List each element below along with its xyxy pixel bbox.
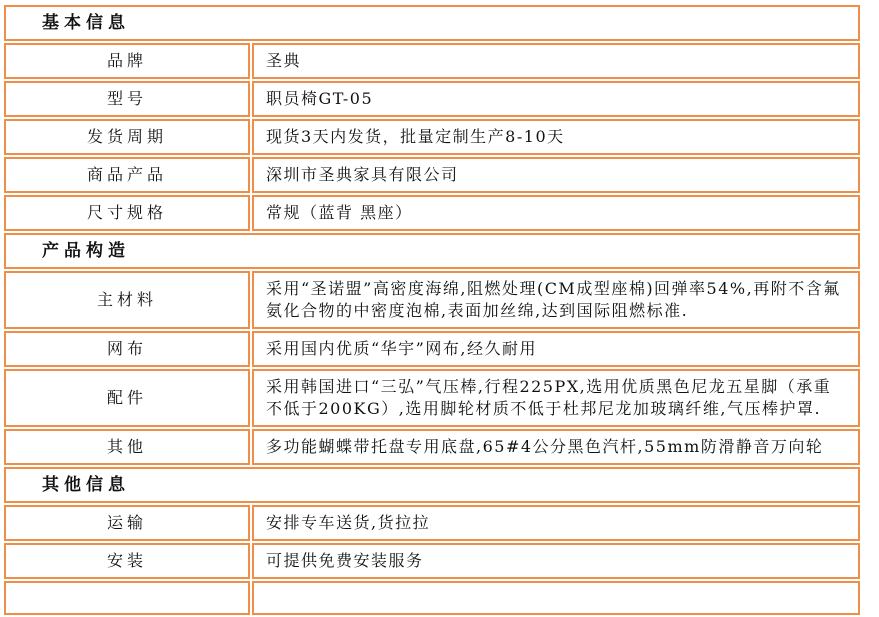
row-label: 主材料 bbox=[4, 271, 250, 329]
row-label: 其他 bbox=[4, 429, 250, 465]
section-header-row bbox=[4, 233, 860, 269]
row-value: 职员椅GT-05 bbox=[252, 81, 860, 117]
row-label: 型号 bbox=[4, 81, 250, 117]
table-row bbox=[4, 157, 860, 193]
row-value: 现货3天内发货，批量定制生产8-10天 bbox=[252, 119, 860, 155]
row-value: 采用“圣诺盟”高密度海绵,阻燃处理(CM成型座棉)回弹率54%,再附不含氟氨化合物的中密度泡棉,表面加丝绵,达到国际阻燃标准. bbox=[252, 271, 860, 329]
partial-cutoff-row bbox=[4, 581, 860, 615]
section-title: 其他信息 bbox=[4, 467, 860, 503]
row-label: 配件 bbox=[4, 369, 250, 427]
section-header-row bbox=[4, 5, 860, 41]
row-value: 可提供免费安装服务 bbox=[252, 543, 860, 579]
table-row bbox=[4, 271, 860, 329]
section-header-row bbox=[4, 467, 860, 503]
table-row bbox=[4, 119, 860, 155]
empty-cell bbox=[4, 581, 250, 615]
table-row bbox=[4, 369, 860, 427]
row-label: 发货周期 bbox=[4, 119, 250, 155]
row-value: 安排专车送货,货拉拉 bbox=[252, 505, 860, 541]
table-row bbox=[4, 331, 860, 367]
spec-table-body bbox=[4, 5, 860, 615]
table-row bbox=[4, 543, 860, 579]
table-row bbox=[4, 43, 860, 79]
row-label: 商品产品 bbox=[4, 157, 250, 193]
row-label: 品牌 bbox=[4, 43, 250, 79]
row-label: 运输 bbox=[4, 505, 250, 541]
row-value: 常规（蓝背 黑座） bbox=[252, 195, 860, 231]
table-row bbox=[4, 505, 860, 541]
section-title: 基本信息 bbox=[4, 5, 860, 41]
row-label: 尺寸规格 bbox=[4, 195, 250, 231]
table-row bbox=[4, 429, 860, 465]
row-value: 圣典 bbox=[252, 43, 860, 79]
row-value: 多功能蝴蝶带托盘专用底盘,65#4公分黑色汽杆,55mm防滑静音万向轮 bbox=[252, 429, 860, 465]
row-value: 采用韩国进口“三弘”气压棒,行程225PX,选用优质黑色尼龙五星脚（承重不低于200KG）,选用脚轮材质不低于杜邦尼龙加玻璃纤维,气压棒护罩. bbox=[252, 369, 860, 427]
empty-cell bbox=[252, 581, 860, 615]
section-title: 产品构造 bbox=[4, 233, 860, 269]
row-label: 网布 bbox=[4, 331, 250, 367]
table-row bbox=[4, 81, 860, 117]
product-spec-table bbox=[2, 3, 862, 617]
table-row bbox=[4, 195, 860, 231]
row-value: 采用国内优质“华宇”网布,经久耐用 bbox=[252, 331, 860, 367]
row-label: 安装 bbox=[4, 543, 250, 579]
row-value: 深圳市圣典家具有限公司 bbox=[252, 157, 860, 193]
